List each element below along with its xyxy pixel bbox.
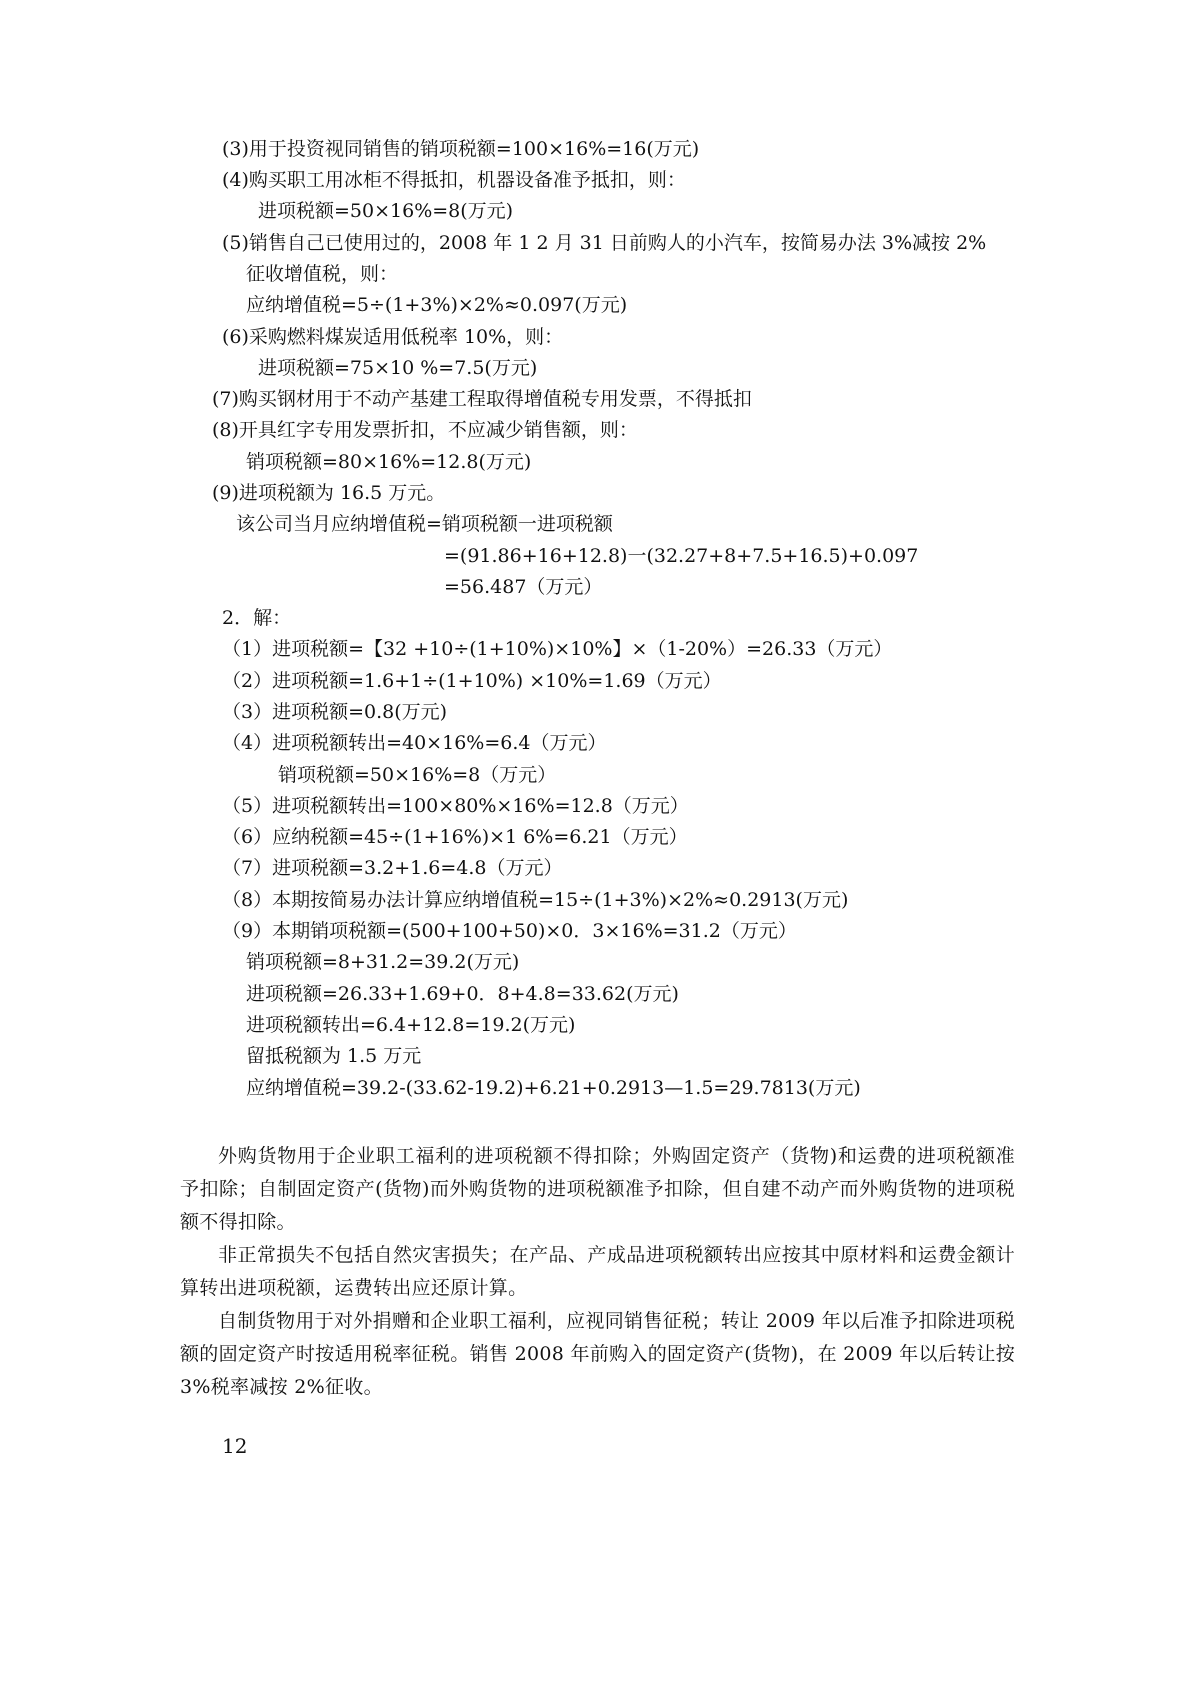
text-line: （5）进项税额转出=100×80%×16%=12.8（万元）: [222, 795, 689, 817]
text-line: (6)采购燃料煤炭适用低税率 10%，则：: [222, 326, 564, 348]
note-paragraph: 非正常损失不包括自然灾害损失；在产品、产成品进项税额转出应按其中原材料和运费金额计算转出进项税额，运费转出应还原计算。: [180, 1244, 1015, 1299]
text-line: =(91.86+16+12.8)一(32.27+8+7.5+16.5)+0.097: [444, 545, 919, 567]
text-line: （6）应纳税额=45÷(1+16%)×1 6%=6.21（万元）: [222, 826, 688, 848]
text-line: (5)销售自己已使用过的，2008 年 1 2 月 31 日前购人的小汽车，按简易办法 3%减按 2%: [222, 232, 987, 254]
text-line: (3)用于投资视同销售的销项税额=100×16%=16(万元): [222, 138, 700, 160]
text-line: （3）进项税额=0.8(万元): [222, 701, 448, 723]
note-paragraph: 自制货物用于对外捐赠和企业职工福利，应视同销售征税；转让 2009 年以后准予扣除进项税额的固定资产时按适用税率征税。销售 2008 年前购入的固定资产(货物)，在 2009 年以后转让按 3%税率减按 2%征收。: [180, 1310, 1015, 1398]
text-line: 应纳增值税=39.2-(33.62-19.2)+6.21+0.2913—1.5=29.7813(万元): [246, 1077, 861, 1099]
text-line: 征收增值税，则：: [246, 263, 399, 285]
text-line: 进项税额=50×16%=8(万元): [258, 200, 514, 222]
text-line: (7)购买钢材用于不动产基建工程取得增值税专用发票，不得抵扣: [212, 388, 752, 410]
text-line: 该公司当月应纳增值税=销项税额一进项税额: [236, 513, 613, 535]
text-line: (4)购买职工用冰柜不得抵扣，机器设备准予抵扣，则：: [222, 169, 686, 191]
text-line: 销项税额=8+31.2=39.2(万元): [246, 951, 520, 973]
text-line: 进项税额=75×10 %=7.5(万元): [258, 357, 538, 379]
page-number: 12: [222, 1434, 248, 1458]
text-line: （2）进项税额=1.6+1÷(1+10%) ×10%=1.69（万元）: [222, 670, 722, 692]
text-line: 应纳增值税=5÷(1+3%)×2%≈0.097(万元): [246, 294, 628, 316]
text-line: （8）本期按简易办法计算应纳增值税=15÷(1+3%)×2%≈0.2913(万元): [222, 889, 849, 911]
text-line: 进项税额转出=6.4+12.8=19.2(万元): [246, 1014, 576, 1036]
text-line: 留抵税额为 1.5 万元: [246, 1045, 422, 1067]
text-line: (8)开具红字专用发票折扣，不应减少销售额，则：: [212, 419, 638, 441]
text-line: （1）进项税额=【32 +10÷(1+10%)×10%】×（1-20%）=26.33（万元）: [222, 638, 893, 660]
text-line: （9）本期销项税额=(500+100+50)×0．3×16%=31.2（万元）: [222, 920, 797, 942]
text-line: 销项税额=80×16%=12.8(万元): [246, 451, 532, 473]
section-heading: 2．解：: [222, 607, 292, 629]
text-line: （4）进项税额转出=40×16%=6.4（万元）: [222, 732, 607, 754]
text-line: （7）进项税额=3.2+1.6=4.8（万元）: [222, 857, 563, 879]
text-line: 销项税额=50×16%=8（万元）: [278, 764, 557, 786]
text-line: 进项税额=26.33+1.69+0．8+4.8=33.62(万元): [246, 983, 679, 1005]
text-line: (9)进项税额为 16.5 万元。: [212, 482, 446, 504]
text-line: =56.487（万元）: [444, 576, 603, 598]
note-paragraph: 外购货物用于企业职工福利的进项税额不得扣除；外购固定资产（货物)和运费的进项税额准予扣除；自制固定资产(货物)而外购货物的进项税额准予扣除，但自建不动产而外购货物的进项税额不得扣除。: [180, 1145, 1015, 1233]
